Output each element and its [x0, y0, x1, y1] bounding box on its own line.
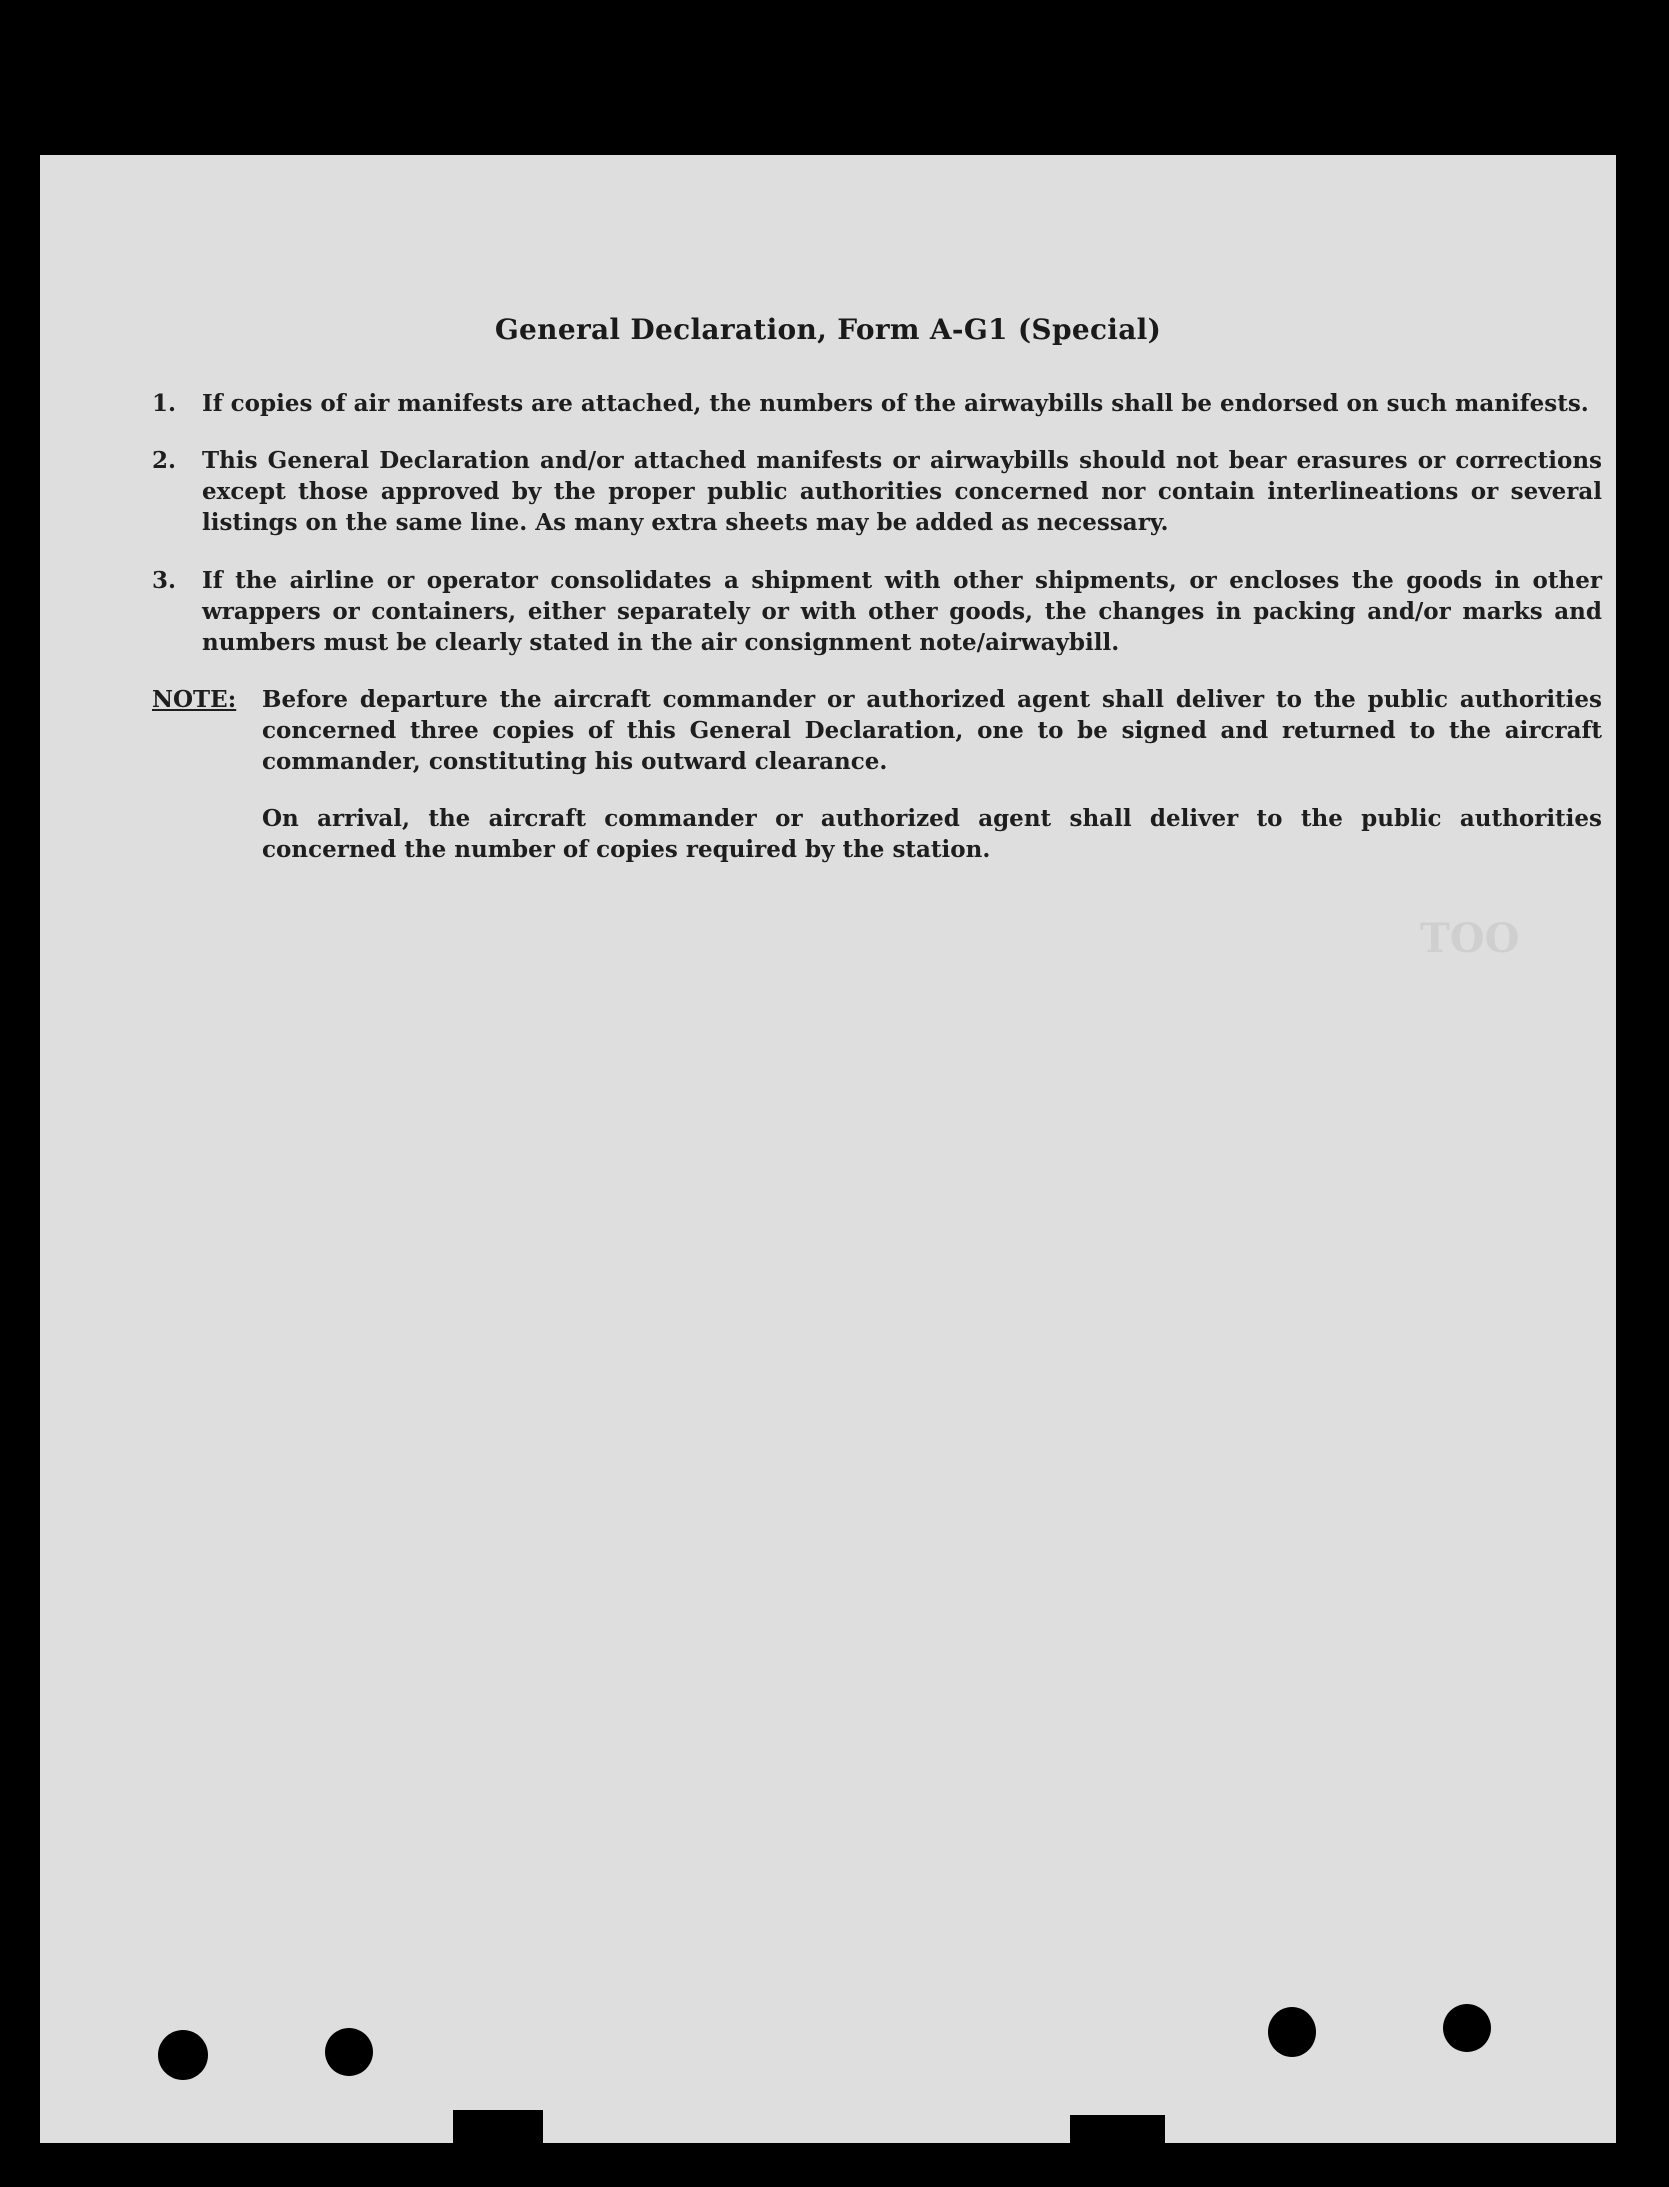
note-section	[152, 684, 1602, 865]
document-title: General Declaration, Form A-G1 (Special)	[494, 313, 1162, 346]
document-page	[40, 155, 1616, 2143]
item-text: If copies of air manifests are attached, the numbers of the airwaybills shall be endorsed on such manifests.	[202, 390, 1589, 417]
punch-hole	[1443, 2004, 1491, 2052]
list-item	[152, 445, 1602, 538]
list-item	[152, 565, 1602, 658]
item-text: If the airline or operator consolidates a shipment with other shipments, or encloses the goods in other wrappers or containers, either separately or with other goods, the changes in packing and/or marks and numbers must be clearly stated in the air consignment note/airwaybill.	[202, 567, 1602, 656]
item-number: 1.	[152, 390, 177, 417]
item-text: This General Declaration and/or attached manifests or airwaybills should not bear erasures or corrections except those approved by the proper public authorities concerned nor contain interlineations or several listings on the same line. As many extra sheets may be added as necessary.	[202, 447, 1602, 536]
list-item	[152, 388, 1602, 419]
punch-hole	[1268, 2007, 1316, 2057]
item-number: 2.	[152, 447, 177, 474]
binding-mark	[1070, 2115, 1165, 2143]
punch-hole	[325, 2028, 373, 2076]
note-label: NOTE:	[152, 686, 237, 713]
binding-mark	[453, 2110, 543, 2143]
item-number: 3.	[152, 567, 177, 594]
note-paragraph: Before departure the aircraft commander or authorized agent shall deliver to the public authorities concerned three copies of this General Declaration, one to be signed and returned to the aircraft commander, constituting his outward clearance.	[262, 686, 1602, 775]
punch-hole	[158, 2030, 208, 2080]
bleed-through-text: TOO	[1420, 915, 1520, 962]
note-paragraph: On arrival, the aircraft commander or authorized agent shall deliver to the public authorities concerned the number of copies required by the station.	[262, 805, 1602, 863]
